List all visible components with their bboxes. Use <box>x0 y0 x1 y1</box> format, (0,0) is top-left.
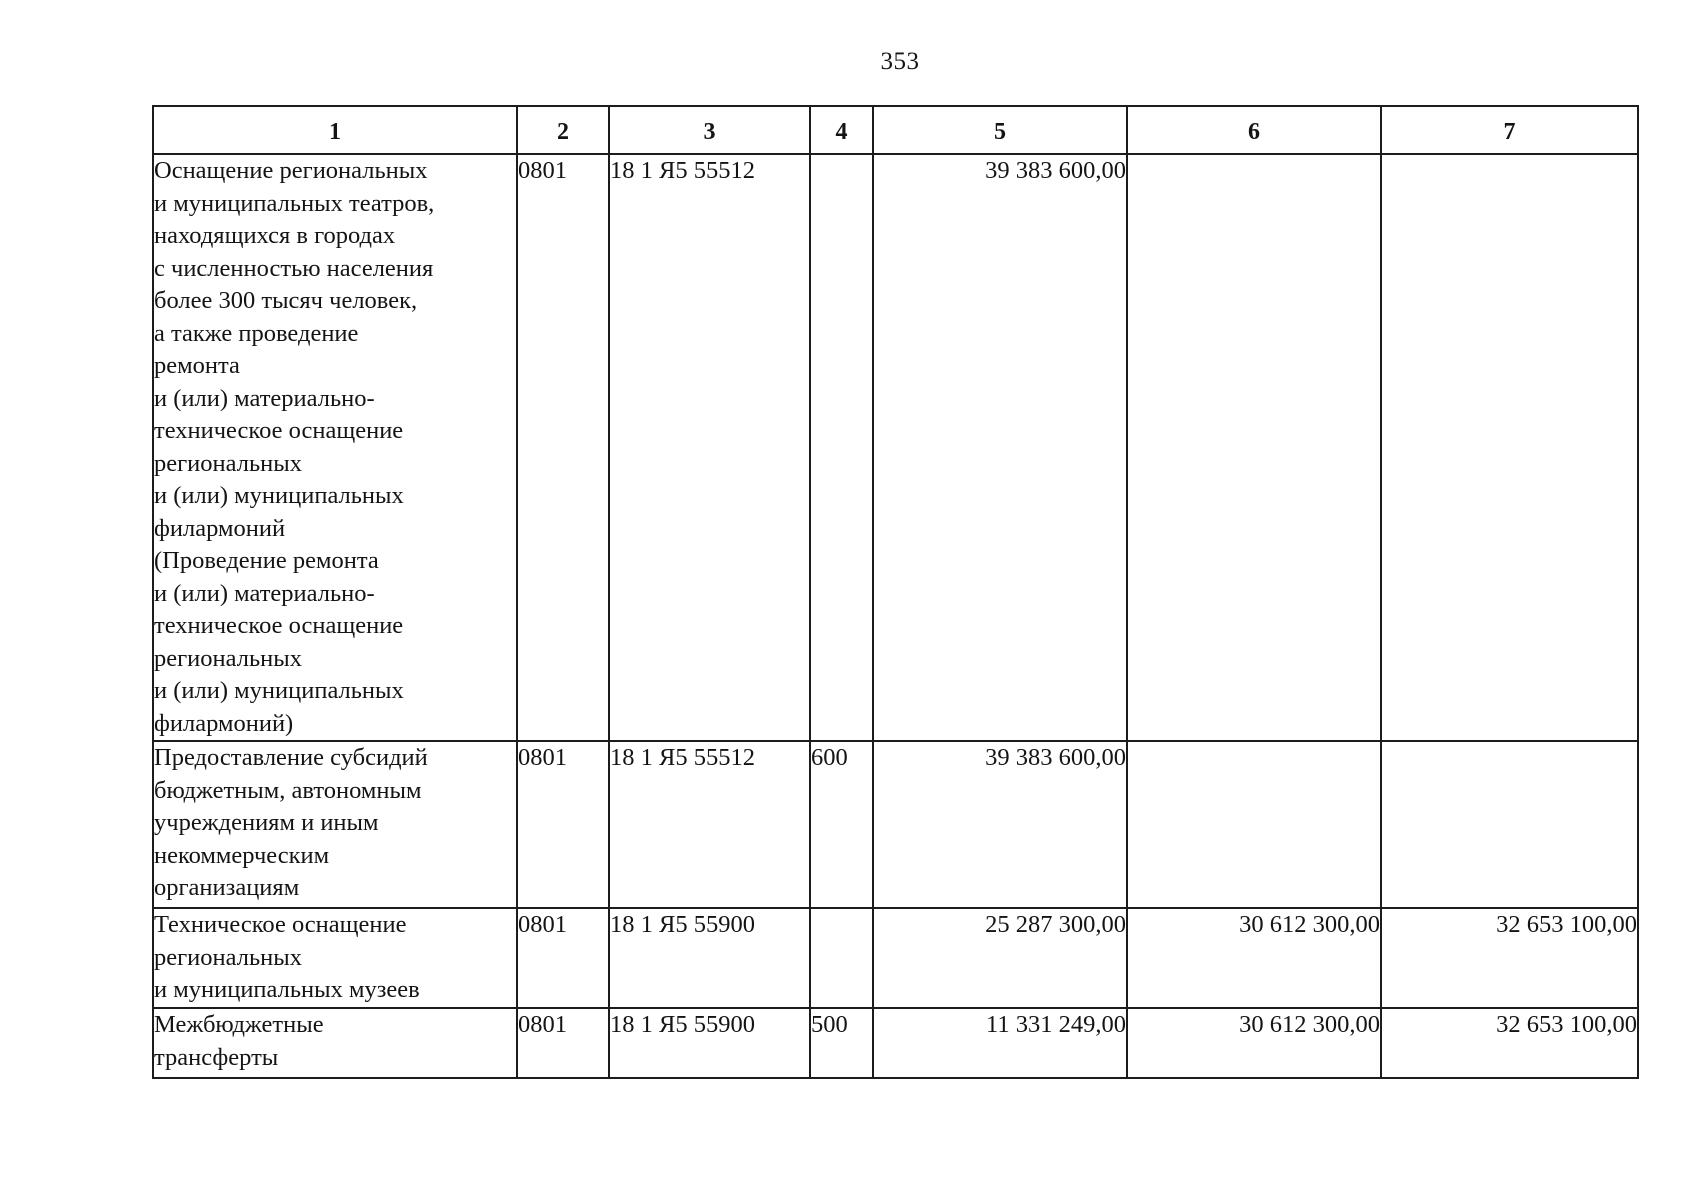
row-value-col6 <box>1127 741 1381 908</box>
row-section-code: 0801 <box>517 741 609 908</box>
table-row <box>153 154 1638 741</box>
row-value-col6: 30 612 300,00 <box>1127 1008 1381 1078</box>
table-body <box>153 154 1638 1078</box>
row-value-col5: 39 383 600,00 <box>873 154 1127 741</box>
row-section-code: 0801 <box>517 154 609 741</box>
row-value-col7: 32 653 100,00 <box>1381 908 1638 1008</box>
row-value-col6 <box>1127 154 1381 741</box>
row-value-col7 <box>1381 154 1638 741</box>
table-row <box>153 741 1638 908</box>
column-header-3: 3 <box>609 106 810 154</box>
header-row <box>153 106 1638 154</box>
budget-table <box>152 105 1639 1079</box>
row-name: Межбюджетные трансферты <box>153 1008 517 1078</box>
row-target-code: 18 1 Я5 55900 <box>609 908 810 1008</box>
row-expense-type: 600 <box>810 741 873 908</box>
row-name: Оснащение региональных и муниципальных театров, находящихся в городах с численностью населения более 300 тысяч человек, а также проведение ремонта и (или) материально- техническое оснащение региональных и (или) муниципальных филармоний (Проведение ремонта и (или) материально- техническое оснащение региональных и (или) муниципальных филармоний) <box>153 154 517 741</box>
row-expense-type: 500 <box>810 1008 873 1078</box>
column-header-5: 5 <box>873 106 1127 154</box>
column-header-1: 1 <box>153 106 517 154</box>
page-number: 353 <box>880 48 920 75</box>
column-header-4: 4 <box>810 106 873 154</box>
row-target-code: 18 1 Я5 55512 <box>609 741 810 908</box>
row-value-col5: 11 331 249,00 <box>873 1008 1127 1078</box>
row-value-col7: 32 653 100,00 <box>1381 1008 1638 1078</box>
row-section-code: 0801 <box>517 908 609 1008</box>
row-expense-type <box>810 908 873 1008</box>
table-header <box>153 106 1638 154</box>
row-value-col6: 30 612 300,00 <box>1127 908 1381 1008</box>
table-row <box>153 1008 1638 1078</box>
row-name: Техническое оснащение региональных и муниципальных музеев <box>153 908 517 1008</box>
row-section-code: 0801 <box>517 1008 609 1078</box>
row-name: Предоставление субсидий бюджетным, автономным учреждениям и иным некоммерческим организациям <box>153 741 517 908</box>
row-value-col5: 39 383 600,00 <box>873 741 1127 908</box>
row-target-code: 18 1 Я5 55512 <box>609 154 810 741</box>
row-value-col5: 25 287 300,00 <box>873 908 1127 1008</box>
column-header-6: 6 <box>1127 106 1381 154</box>
row-target-code: 18 1 Я5 55900 <box>609 1008 810 1078</box>
row-expense-type <box>810 154 873 741</box>
table-row <box>153 908 1638 1008</box>
column-header-7: 7 <box>1381 106 1638 154</box>
row-value-col7 <box>1381 741 1638 908</box>
column-header-2: 2 <box>517 106 609 154</box>
